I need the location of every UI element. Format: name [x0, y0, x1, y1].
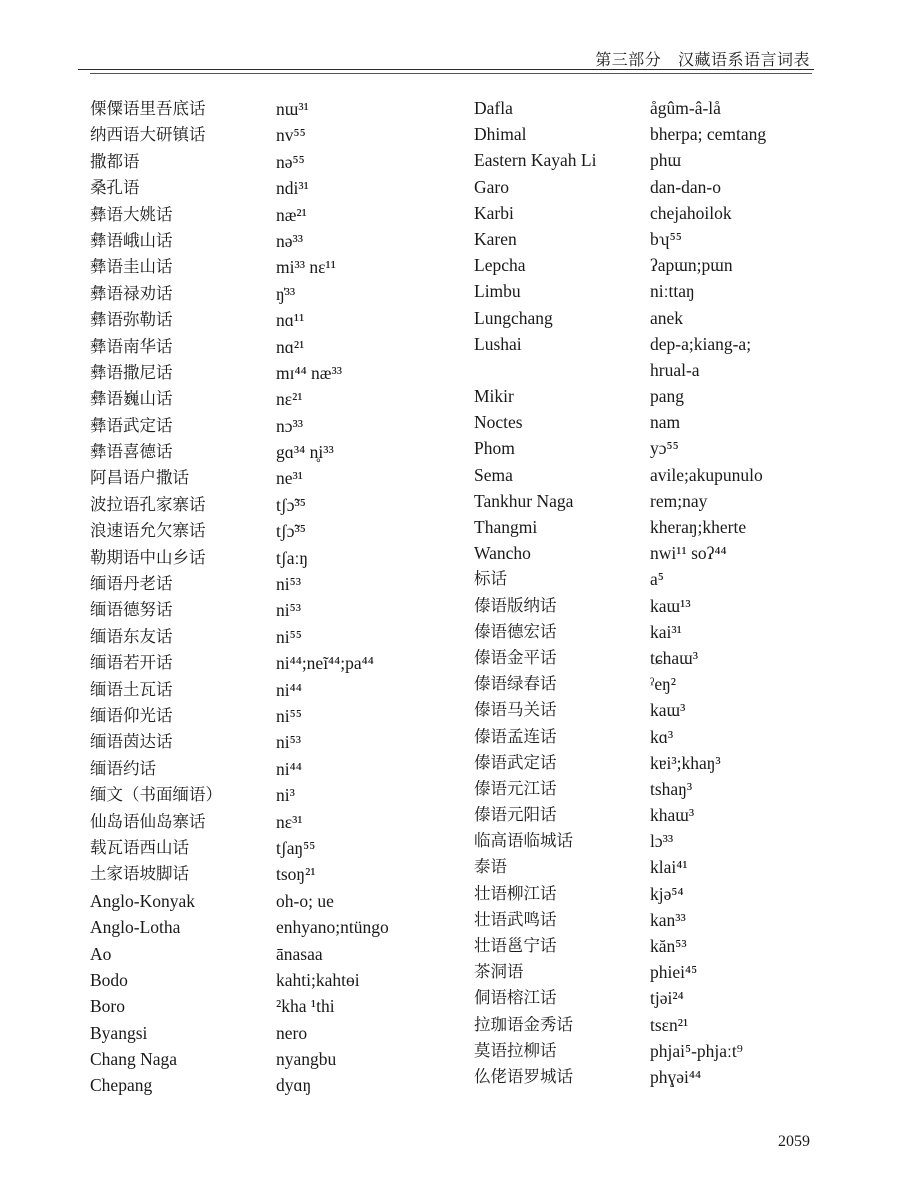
word-form: niːttaŋ [650, 281, 695, 302]
language-name: 彝语武定话 [90, 415, 173, 435]
word-form: dan-dan-o [650, 176, 721, 197]
word-form: phiei⁴⁵ [650, 962, 698, 983]
word-form: phjai⁵-phjaːt⁹ [650, 1040, 743, 1061]
language-name: 土家语坡脚话 [90, 864, 189, 884]
word-form: nv⁵⁵ [276, 125, 306, 146]
word-form: kɐi³;khaŋ³ [650, 752, 721, 773]
word-form: gɑ³⁴ n̥i³³ [276, 442, 334, 463]
word-form: ni⁴⁴;neĩ⁴⁴;pa⁴⁴ [276, 653, 374, 674]
language-name: 浪速语允欠寨话 [90, 521, 206, 541]
language-name: 缅文（书面缅语） [90, 785, 222, 805]
word-form: ågûm-â-lå [650, 98, 721, 118]
language-name: 仫佬语罗城话 [474, 1066, 573, 1086]
language-name: 侗语榕江话 [474, 988, 557, 1008]
word-form: chejahoilok [650, 202, 732, 223]
language-name: 壮语武鸣话 [474, 909, 557, 929]
word-form: kan³³ [650, 909, 686, 930]
word-form: rem;nay [650, 490, 708, 511]
word-form: tɕhaɯ³ [650, 647, 699, 668]
language-name: 傣语金平话 [474, 647, 557, 667]
language-name: 傣语马关话 [474, 700, 557, 720]
language-name: Byangsi [90, 1022, 148, 1043]
language-name: 波拉语孔家寨话 [90, 494, 206, 514]
page-number: 2059 [778, 1133, 810, 1150]
language-name: 拉珈语金秀话 [474, 1014, 573, 1034]
language-name: Boro [90, 996, 125, 1017]
word-form: khaɯ³ [650, 805, 695, 826]
language-name: 傣语元阳话 [474, 805, 557, 825]
word-form: pang [650, 386, 685, 407]
language-name: 茶洞语 [474, 962, 524, 982]
word-form: bherpa; cemtang [650, 124, 767, 145]
word-form: ni³ [276, 785, 295, 806]
word-form: ni⁴⁴ [276, 758, 302, 779]
word-form: kăn⁵³ [650, 936, 687, 956]
language-name: 桑孔语 [90, 178, 140, 198]
word-form: tʃɔ̃³⁵ [276, 521, 306, 542]
word-form: oh-o; ue [276, 890, 334, 911]
word-form: tjəi²⁴ [650, 988, 684, 1009]
word-form: ˀeŋ² [650, 674, 677, 695]
language-name: Phom [474, 438, 515, 459]
word-form: nwi¹¹ soʔ⁴⁴ [650, 543, 727, 564]
word-form: kheraŋ;kherte [650, 517, 747, 537]
word-form: mɪ⁴⁴ næ³³ [276, 362, 342, 383]
word-form: klai⁴¹ [650, 857, 688, 878]
language-name: 缅语仰光话 [90, 705, 173, 725]
language-name: Chepang [90, 1075, 153, 1096]
word-form: kjə⁵⁴ [650, 883, 684, 904]
language-name: 彝语圭山话 [90, 257, 173, 277]
word-form: nɔ³³ [276, 415, 304, 436]
word-form: tsɛn²¹ [650, 1014, 689, 1035]
language-name: Limbu [474, 281, 521, 302]
word-form: nə⁵⁵ [276, 151, 305, 172]
language-name: 缅语丹老话 [90, 574, 173, 594]
word-form: tʃaŋ⁵⁵ [276, 837, 316, 858]
word-form: nɑ¹¹ [276, 310, 305, 331]
word-form: ni⁵⁵ [276, 626, 302, 647]
word-form: ni⁵³ [276, 600, 301, 621]
word-form: kahti;kahtөi [276, 969, 360, 990]
word-form: dyɑŋ [276, 1075, 312, 1096]
language-name: Noctes [474, 412, 523, 433]
language-name: 彝语大姚话 [90, 204, 173, 224]
header-rule [78, 69, 814, 70]
word-form: ²kha ¹thi [276, 996, 335, 1017]
language-name: 傣语德宏话 [474, 621, 557, 641]
word-form: nyangbu [276, 1049, 337, 1070]
word-form: næ²¹ [276, 204, 307, 225]
word-form: kaɯ³ [650, 700, 686, 721]
language-name: 缅语土瓦话 [90, 679, 173, 699]
header-rule-thin [90, 73, 812, 74]
language-name: Mikir [474, 386, 514, 407]
word-form: tshaŋ³ [650, 778, 693, 799]
language-name: 勒期语中山乡话 [90, 547, 206, 567]
word-form: nam [650, 412, 681, 433]
language-name: 彝语弥勒话 [90, 310, 173, 330]
language-name: Bodo [90, 969, 128, 990]
word-form: kai³¹ [650, 621, 682, 642]
language-name: 泰语 [474, 857, 507, 877]
language-name: Anglo-Lotha [90, 917, 181, 938]
language-name: Tankhur Naga [474, 490, 574, 511]
language-name: Chang Naga [90, 1049, 177, 1070]
language-name: 彝语禄劝话 [90, 283, 173, 303]
language-name: Dhimal [474, 124, 527, 145]
word-form: enhyano;ntüngo [276, 917, 389, 938]
word-form: ni⁵³ [276, 732, 301, 753]
language-name: 傣语武定话 [474, 752, 557, 772]
language-name: Wancho [474, 543, 531, 564]
language-name: 彝语巍山话 [90, 389, 173, 409]
language-name: 傣语元江话 [474, 778, 557, 798]
language-name: 仙岛语仙岛寨话 [90, 811, 206, 831]
language-name: Karbi [474, 202, 514, 223]
word-form: nɛ²¹ [276, 389, 303, 410]
word-form: ndi³¹ [276, 178, 309, 199]
language-name: 彝语喜德话 [90, 442, 173, 462]
language-name: 彝语峨山话 [90, 230, 173, 250]
word-form: anek [650, 307, 684, 328]
language-name: Lepcha [474, 255, 526, 276]
language-name: 壮语柳江话 [474, 883, 557, 903]
language-name: 缅语东友话 [90, 626, 173, 646]
language-name: 缅语茵达话 [90, 732, 173, 752]
word-form: ānasaa [276, 943, 323, 964]
word-form: mi³³ nɛ¹¹ [276, 257, 336, 278]
word-form: tsoŋ²¹ [276, 864, 316, 885]
language-name: Lungchang [474, 307, 553, 328]
word-form: ni⁴⁴ [276, 679, 302, 700]
running-header: 第三部分 汉藏语系语言词表 [595, 50, 810, 69]
word-form: ni⁵³ [276, 574, 301, 595]
word-form: ʔapɯn;pɯn [650, 255, 733, 276]
language-name: 标话 [474, 569, 507, 589]
language-name: 傣语版纳话 [474, 595, 557, 615]
word-form: ŋ̍³³ [276, 283, 296, 304]
language-name: 缅语德努话 [90, 600, 173, 620]
language-name: Thangmi [474, 517, 538, 537]
language-name: Dafla [474, 98, 513, 118]
language-name: 傈僳语里吾底话 [90, 99, 206, 118]
language-name: 傣语绿春话 [474, 674, 557, 694]
language-name: 莫语拉柳话 [474, 1040, 557, 1060]
word-form: nɛ³¹ [276, 811, 303, 832]
word-form: phɣəi⁴⁴ [650, 1066, 702, 1087]
language-name: Anglo-Konyak [90, 890, 195, 911]
word-form: phɯ [650, 150, 682, 171]
word-form: ne³¹ [276, 468, 304, 489]
language-name: 撒都语 [90, 151, 140, 171]
language-name: Sema [474, 464, 513, 485]
language-name: Lushai [474, 333, 522, 354]
word-form: tʃɔ̃³⁵ [276, 494, 306, 515]
word-form: kɑ³ [650, 726, 674, 747]
language-name: 彝语撒尼话 [90, 362, 173, 382]
language-name: 壮语邕宁话 [474, 936, 557, 955]
word-form: nə³³ [276, 230, 304, 251]
word-form: tʃaːŋ [276, 547, 308, 568]
word-form: dep-a;kiang-a; [650, 333, 752, 354]
language-name: 临高语临城话 [474, 831, 573, 851]
language-name: 阿昌语户撒话 [90, 468, 189, 488]
word-form: a⁵ [650, 569, 664, 590]
language-name: 傣语孟连话 [474, 726, 557, 746]
language-name: Ao [90, 943, 112, 964]
word-form: avile;akupunulo [650, 464, 763, 485]
language-name: 彝语南华话 [90, 336, 173, 356]
word-form: yɔ⁵⁵ [650, 438, 679, 459]
word-form: hrual-a [650, 359, 700, 380]
language-name: 纳西语大研镇话 [90, 125, 206, 145]
word-form: lɔ³³ [650, 831, 674, 852]
word-form: nero [276, 1022, 308, 1043]
language-name: 载瓦语西山话 [90, 837, 189, 857]
word-form: bʮ⁵⁵ [650, 228, 682, 249]
language-name: Eastern Kayah Li [474, 150, 597, 171]
word-form: nɯ³¹ [276, 99, 309, 119]
language-name: Garo [474, 176, 509, 197]
word-form: nɑ²¹ [276, 336, 305, 357]
language-name: Karen [474, 228, 517, 249]
language-name: 缅语约话 [90, 758, 156, 778]
word-form: kaɯ¹³ [650, 595, 691, 616]
word-form: ni⁵⁵ [276, 705, 302, 726]
language-name: 缅语若开话 [90, 653, 173, 673]
